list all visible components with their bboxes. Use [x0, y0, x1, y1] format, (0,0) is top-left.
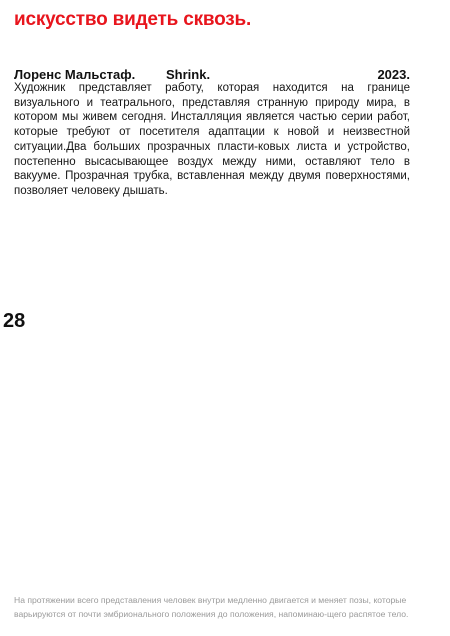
artwork-author: Лоренс Мальстаф.	[14, 67, 136, 82]
artwork-description: Художник представляет работу, которая находится на границе визуального и театрального, представляя странную природу мира, в котором мы живем сегодня. Инсталляция является частью серии работ, которые требуют от посетителя адаптации к новой и неизвестной ситуации.Два больших прозрачных пласти-ковых листа и устройство, постепенно высасывающее воздух между ними, оставляют тело в вакууме. Прозрачная трубка, вставленная между двумя поверхностями, позволяет человеку дышать.	[14, 82, 410, 197]
page-number: 28	[3, 310, 26, 332]
artwork-title: Shrink.	[166, 67, 211, 82]
page-header-title: искусство видеть сквозь.	[14, 9, 252, 30]
artwork-year: 2023.	[377, 67, 410, 82]
footnote-text: На протяжении всего представления человек внутри медленно двигается и меняет позы, которые варьируются от почти эмбрионального положения до положения, напоминаю-щего распятое тело.	[14, 595, 409, 619]
